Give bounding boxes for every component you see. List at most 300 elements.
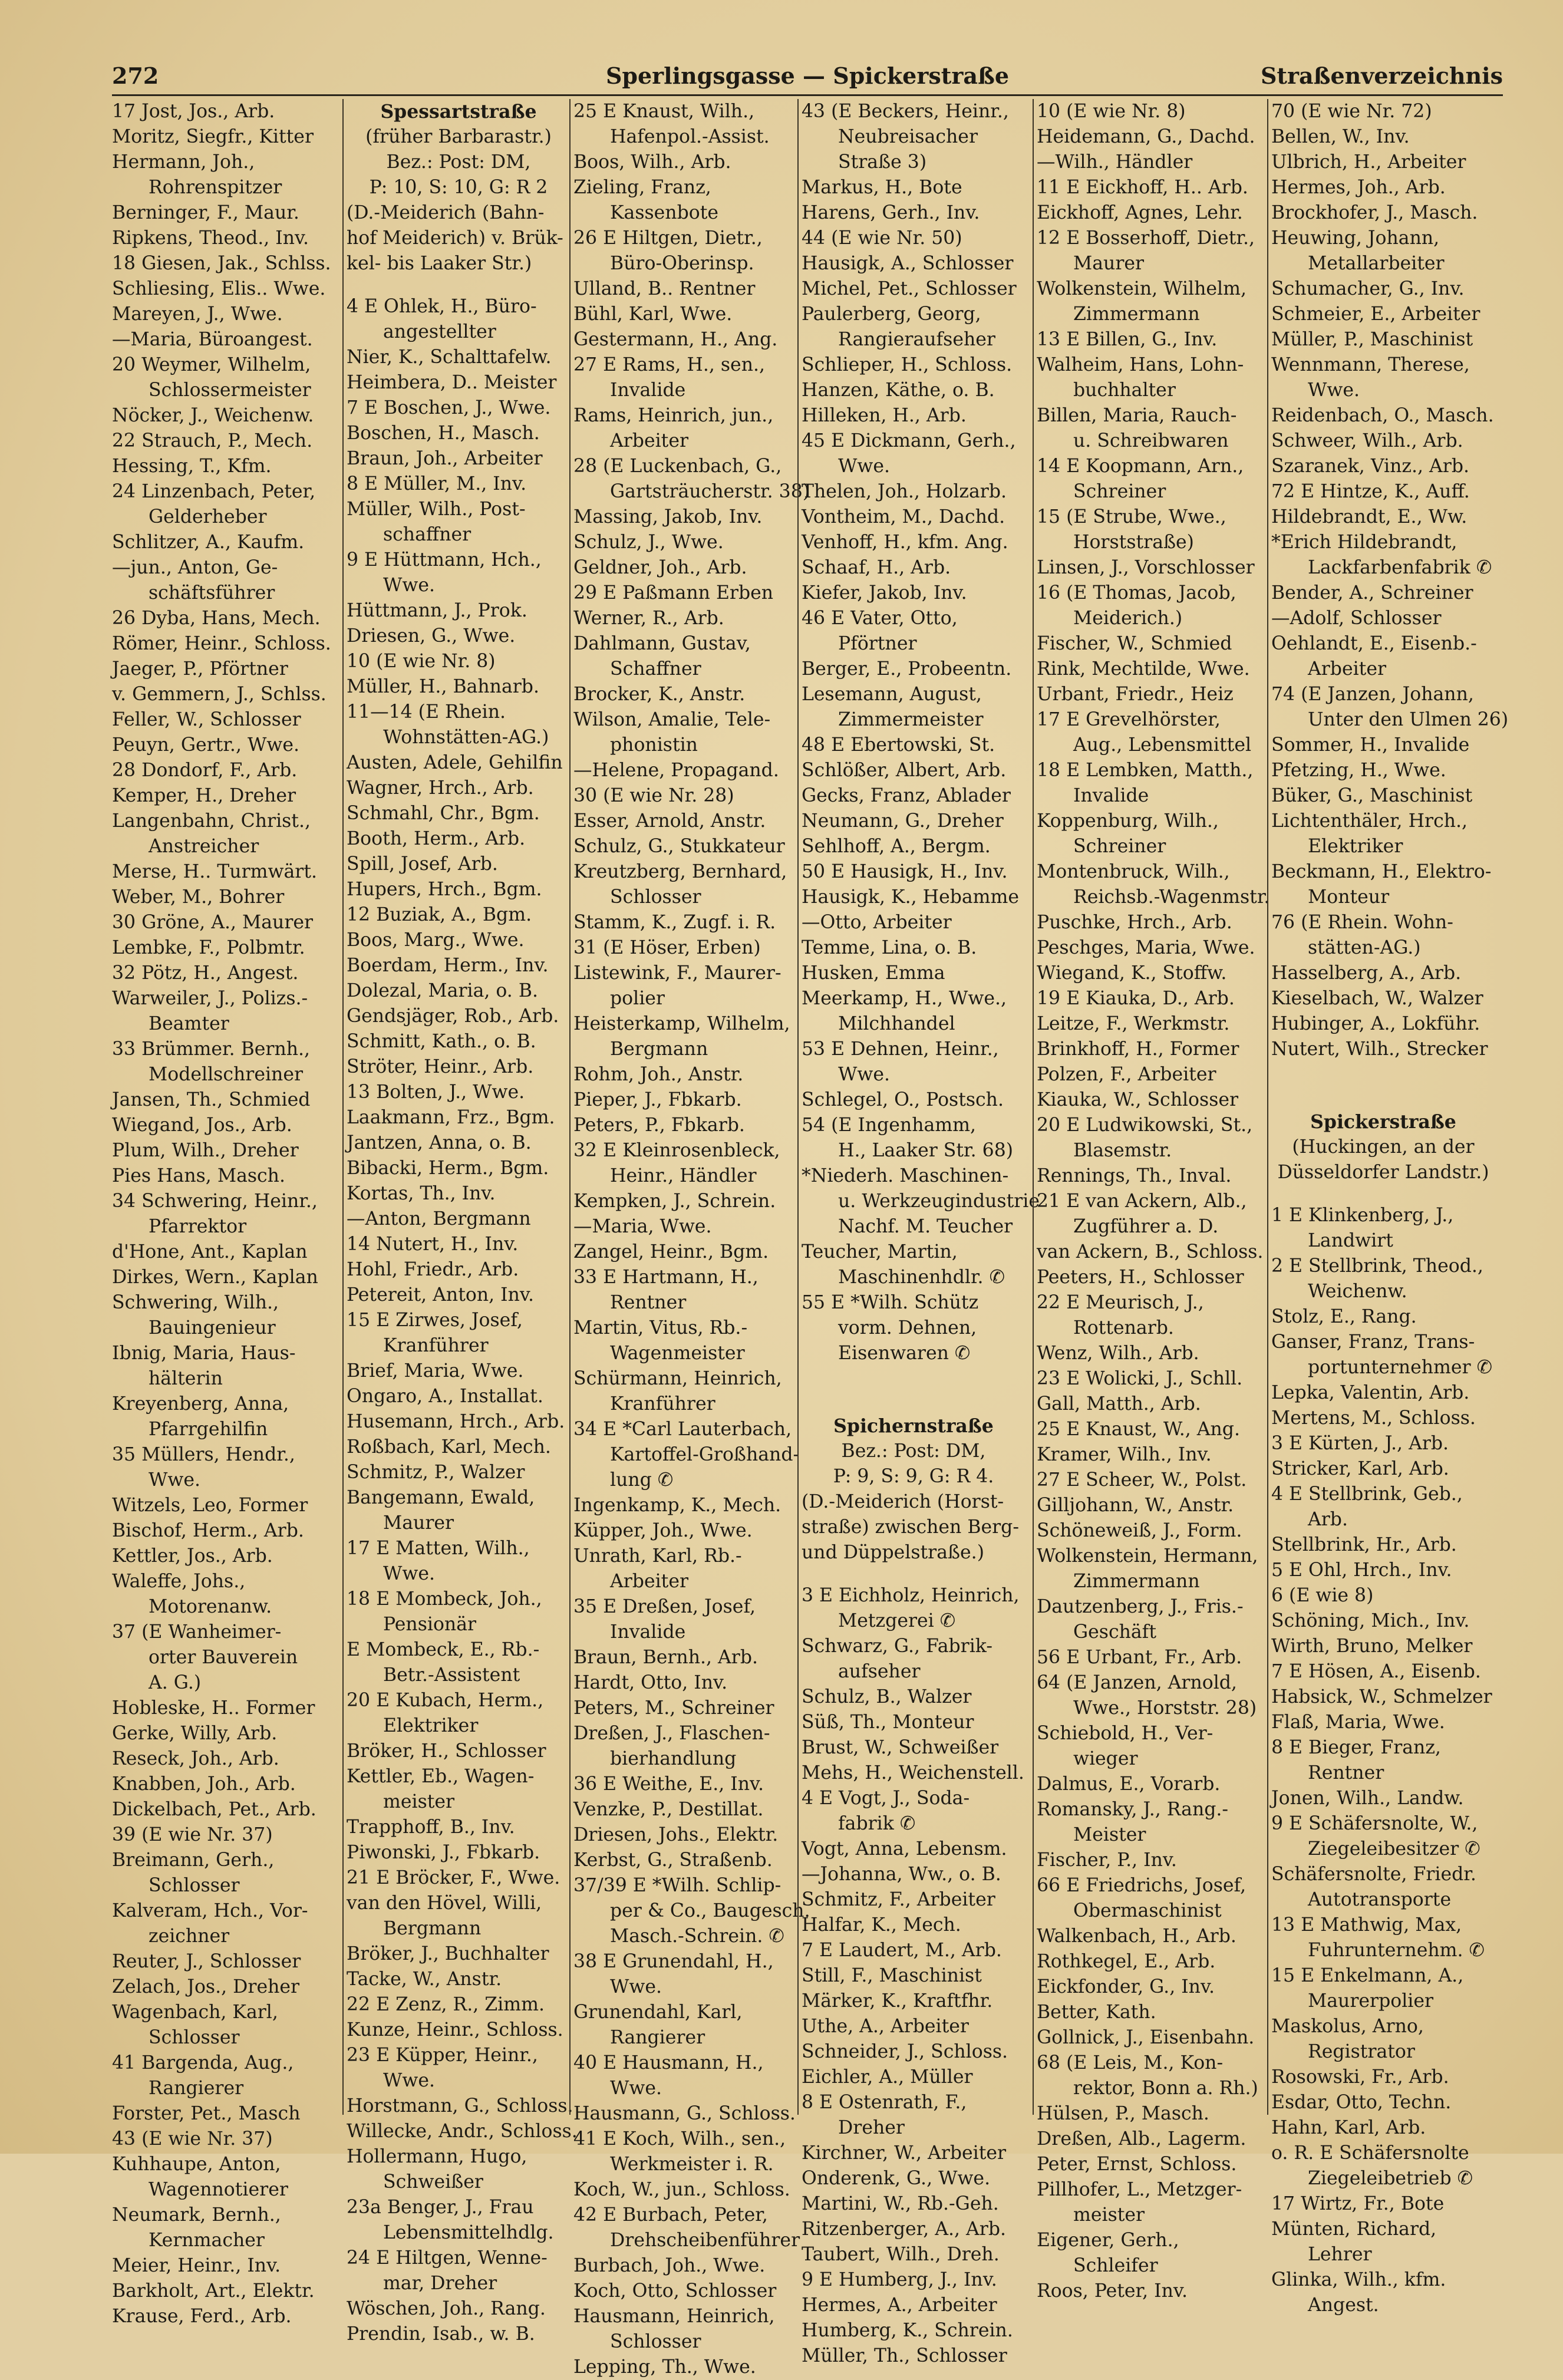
directory-entry: Gall, Matth., Arb. [1037, 1393, 1201, 1415]
directory-entry: Gerke, Willy, Arb. [112, 1723, 278, 1744]
directory-entry: Koch, W., jun., Schloss. [573, 2179, 790, 2200]
directory-entry: 18 Giesen, Jak., Schlss. [112, 253, 331, 274]
entry-continuation: Wwe. [383, 575, 435, 596]
directory-entry: Burbach, Joh., Wwe. [573, 2255, 766, 2276]
directory-entry: Wöschen, Joh., Rang. [347, 2298, 546, 2319]
directory-entry: Vogt, Anna, Lebensm. [802, 1838, 1007, 1860]
directory-entry: Römer, Heinr., Schloss. [112, 633, 331, 654]
directory-entry: 3 E Eichholz, Heinrich, [802, 1585, 1020, 1606]
directory-entry: 30 Gröne, A., Maurer [112, 912, 314, 933]
directory-entry: Schmeier, E., Arbeiter [1271, 304, 1480, 325]
directory-entry: 66 E Friedrichs, Josef, [1037, 1875, 1247, 1896]
directory-entry: Küpper, Joh., Wwe. [573, 1520, 753, 1541]
directory-entry: Hildebrandt, E., Ww. [1271, 506, 1468, 528]
directory-entry: Hermes, A., Arbeiter [802, 2295, 997, 2316]
spacer [347, 276, 571, 294]
directory-entry: Roos, Peter, Inv. [1037, 2280, 1188, 2302]
directory-entry: Hohl, Friedr., Arb. [347, 1259, 519, 1280]
directory-entry: Kreyenberg, Anna, [112, 1393, 289, 1415]
directory-entry: Lesemann, August, [802, 684, 982, 705]
directory-entry: Leitze, F., Werkmstr. [1037, 1013, 1230, 1034]
entry-continuation: Wagenmeister [610, 1343, 745, 1364]
directory-entry: Schwering, Wilh., [112, 1292, 279, 1313]
directory-entry: Eickfonder, G., Inv. [1037, 1976, 1215, 1997]
directory-entry: 50 E Hausigk, H., Inv. [802, 861, 1008, 882]
directory-entry: Mareyen, J., Wwe. [112, 304, 283, 325]
directory-entry: 39 (E wie Nr. 37) [112, 1824, 273, 1845]
directory-entry: Wilson, Amalie, Tele- [573, 709, 771, 730]
spacer [1271, 1185, 1495, 1203]
directory-entry: Stamm, K., Zugf. i. R. [573, 912, 776, 933]
directory-entry: Trapphoff, B., Inv. [347, 1817, 515, 1838]
directory-entry: Zieling, Franz, [573, 177, 711, 198]
directory-entry: Bühl, Karl, Wwe. [573, 304, 733, 325]
directory-entry: Wagenbach, Karl, [112, 2002, 278, 2023]
directory-entry: 64 (E Janzen, Arnold, [1037, 1672, 1237, 1693]
directory-entry: Petereit, Anton, Inv. [347, 1284, 534, 1306]
directory-entry: Wennmann, Therese, [1271, 354, 1470, 375]
entry-continuation: Maurer [1073, 253, 1145, 274]
directory-entry: Gollnick, J., Eisenbahn. [1037, 2027, 1255, 2048]
entry-continuation: Invalide [610, 380, 686, 401]
directory-entry: Boschen, H., Masch. [347, 423, 540, 444]
entry-continuation: Lehrer [1308, 2244, 1372, 2265]
directory-entry: Zelach, Jos., Dreher [112, 1976, 300, 1997]
directory-entry: Schöneweiß, J., Form. [1037, 1520, 1242, 1541]
directory-entry: Sehlhoff, A., Bergm. [802, 836, 991, 857]
directory-entry: Bender, A., Schreiner [1271, 582, 1473, 604]
entry-continuation: polier [610, 988, 665, 1009]
directory-entry: Eickhoff, Agnes, Lehr. [1037, 202, 1243, 223]
directory-entry: Peuyn, Gertr., Wwe. [112, 734, 299, 756]
directory-entry: Heisterkamp, Wilhelm, [573, 1013, 790, 1034]
directory-entry: Schmahl, Chr., Bgm. [347, 803, 540, 824]
directory-entry: Thelen, Joh., Holzarb. [802, 481, 1007, 502]
entry-continuation: Schlosser [610, 886, 701, 908]
entry-continuation: Eisenwaren ✆ [838, 1343, 971, 1364]
directory-entry: Peeters, H., Schlosser [1037, 1267, 1244, 1288]
directory-entry: Horstmann, G., Schloss. [347, 2095, 573, 2117]
directory-entry: —Johanna, Ww., o. B. [802, 1864, 1001, 1885]
directory-entry: 4 E Stellbrink, Geb., [1271, 1484, 1463, 1505]
entry-continuation: Kranführer [610, 1393, 715, 1415]
entry-continuation: Zimmermann [1073, 1571, 1200, 1592]
street-note: (früher Barbarastr.) [365, 126, 552, 147]
directory-entry: 27 E Scheer, W., Polst. [1037, 1469, 1247, 1491]
directory-entry: Ritzenberger, A., Arb. [802, 2219, 1007, 2240]
directory-entry: *Erich Hildebrandt, [1271, 532, 1458, 553]
directory-entry: Schweer, Wilh., Arb. [1271, 430, 1463, 451]
directory-entry: Süß, Th., Monteur [802, 1712, 974, 1733]
directory-entry: Nier, K., Schalttafelw. [347, 347, 552, 368]
entry-continuation: Rentner [610, 1292, 687, 1313]
entry-continuation: Autotransporte [1308, 1889, 1452, 1910]
entry-continuation: Lebensmittelhdlg. [383, 2222, 554, 2243]
directory-entry: Witzels, Leo, Former [112, 1495, 308, 1516]
directory-entry: 12 Buziak, A., Bgm. [347, 904, 532, 925]
directory-entry: 8 E Ostenrath, F., [802, 2092, 967, 2113]
directory-entry: van den Hövel, Willi, [347, 1893, 542, 1914]
directory-entry: Merse, H.. Turmwärt. [112, 861, 317, 882]
directory-entry: Zangel, Heinr., Bgm. [573, 1241, 769, 1262]
directory-entry: Heuwing, Johann, [1271, 228, 1440, 249]
directory-entry: 41 E Koch, Wilh., sen., [573, 2128, 786, 2150]
directory-entry: 33 Brümmer. Bernh., [112, 1039, 311, 1060]
directory-entry: Kettler, Eb., Wagen- [347, 1766, 535, 1787]
column-4 [802, 99, 1040, 2366]
directory-entry: Unrath, Karl, Rb.- [573, 1545, 742, 1567]
directory-entry: Geldner, Joh., Arb. [573, 557, 747, 578]
entry-continuation: Blasemstr. [1073, 1140, 1172, 1161]
entry-continuation: Schaffner [610, 658, 701, 680]
entry-continuation: Nachf. M. Teucher [838, 1216, 1013, 1237]
entry-continuation: Elektriker [1308, 836, 1403, 857]
directory-entry: Venhoff, H., kfm. Ang. [802, 532, 1008, 553]
column-5 [1037, 99, 1270, 2302]
entry-continuation: Elektriker [383, 1715, 479, 1736]
entry-continuation: Aug., Lebensmittel [1073, 734, 1252, 756]
entry-continuation: phonistin [610, 734, 698, 756]
directory-entry: Venzke, P., Destillat. [573, 1799, 764, 1820]
directory-entry: Märker, K., Kraftfhr. [802, 1990, 993, 2012]
directory-entry: —Otto, Arbeiter [802, 912, 952, 933]
entry-continuation: stätten-AG.) [1308, 937, 1421, 958]
directory-entry: Humberg, K., Schrein. [802, 2320, 1013, 2341]
directory-entry: Gecks, Franz, Ablader [802, 785, 1011, 806]
entry-continuation: Kartoffel-Großhand- [610, 1444, 800, 1465]
directory-entry: Berger, E., Probeentn. [802, 658, 1012, 680]
entry-continuation: Meiderich.) [1073, 608, 1183, 629]
directory-entry: 6 (E wie 8) [1271, 1585, 1374, 1606]
directory-entry: Hahn, Karl, Arb. [1271, 2117, 1426, 2138]
entry-continuation: u. Schreibwaren [1073, 430, 1229, 451]
directory-entry: Prendin, Isab., w. B. [347, 2323, 535, 2345]
entry-continuation: Horststraße) [1073, 532, 1194, 553]
entry-continuation: Arbeiter [610, 430, 689, 451]
directory-entry: Meerkamp, H., Wwe., [802, 988, 1007, 1009]
directory-entry: van Ackern, B., Schloss. [1037, 1241, 1264, 1262]
entry-continuation: Schlosser [149, 2027, 240, 2048]
entry-continuation: Ziegeleibetrieb ✆ [1308, 2168, 1473, 2189]
directory-entry: 14 Nutert, H., Inv. [347, 1234, 519, 1255]
entry-continuation: Masch.-Schrein. ✆ [610, 1926, 784, 1947]
directory-entry: straße) zwischen Berg- [802, 1517, 1019, 1538]
entry-continuation: angestellter [383, 321, 496, 342]
directory-entry: 53 E Dehnen, Heinr., [802, 1039, 999, 1060]
spacer [802, 1565, 1025, 1583]
directory-entry: Driesen, Johs., Elektr. [573, 1824, 779, 1845]
entry-continuation: Betr.-Assistent [383, 1664, 520, 1686]
entry-continuation: Wwe. [838, 456, 890, 477]
directory-entry: Mehs, H., Weichenstell. [802, 1762, 1024, 1784]
entry-continuation: fabrik ✆ [838, 1813, 916, 1834]
directory-entry: 15 E Enkelmann, A., [1271, 1965, 1464, 1986]
directory-entry: Esser, Arnold, Anstr. [573, 810, 766, 832]
directory-entry: Rams, Heinrich, jun., [573, 405, 774, 426]
directory-entry: Krause, Ferd., Arb. [112, 2306, 292, 2327]
directory-entry: Boos, Marg., Wwe. [347, 929, 525, 951]
directory-entry: Müller, P., Maschinist [1271, 329, 1473, 350]
entry-continuation: Fuhrunternehm. ✆ [1308, 1940, 1485, 1961]
directory-entry: Pfetzing, H., Wwe. [1271, 760, 1446, 781]
directory-entry: Kramer, Wilh., Inv. [1037, 1444, 1212, 1465]
directory-entry: Dreßen, J., Flaschen- [573, 1723, 770, 1744]
street-note: (Huckingen, an der [1292, 1136, 1475, 1158]
directory-entry: Hausmann, Heinrich, [573, 2306, 775, 2327]
entry-continuation: buchhalter [1073, 380, 1176, 401]
directory-entry: Schlößer, Albert, Arb. [802, 760, 1007, 781]
directory-entry: 54 (E Ingenhamm, [802, 1115, 977, 1136]
directory-entry: 37 (E Wanheimer- [112, 1621, 282, 1643]
directory-entry: —Helene, Propagand. [573, 760, 779, 781]
directory-entry: 18 E Lembken, Matth., [1037, 760, 1254, 781]
directory-entry: Dautzenberg, J., Fris.- [1037, 1596, 1244, 1617]
directory-entry: 21 E Bröcker, F., Wwe. [347, 1867, 560, 1888]
entry-continuation: H., Laaker Str. 68) [838, 1140, 1014, 1161]
directory-entry: Feller, W., Schlosser [112, 709, 301, 730]
directory-entry: 22 Strauch, P., Mech. [112, 430, 313, 451]
entry-continuation: lung ✆ [610, 1469, 674, 1491]
directory-entry: und Düppelstraße.) [802, 1542, 984, 1563]
directory-entry: 20 Weymer, Wilhelm, [112, 354, 311, 375]
directory-entry: Walkenbach, H., Arb. [1037, 1926, 1236, 1947]
directory-entry: Wolkenstein, Hermann, [1037, 1545, 1258, 1567]
page-header [112, 57, 1503, 93]
directory-entry: 15 (E Strube, Wwe., [1037, 506, 1226, 528]
directory-entry: Ongaro, A., Installat. [347, 1386, 543, 1407]
directory-entry: 41 Bargenda, Aug., [112, 2052, 294, 2074]
entry-continuation: Neubreisacher [838, 126, 978, 147]
directory-entry: Ulland, B.. Rentner [573, 278, 756, 299]
directory-entry: Ströter, Heinr., Arb. [347, 1056, 534, 1077]
entry-continuation: Modellschreiner [149, 1064, 304, 1085]
entry-continuation: Geschäft [1073, 1621, 1156, 1643]
directory-entry: Pillhofer, L., Metzger- [1037, 2179, 1242, 2200]
directory-entry: Wenz, Wilh., Arb. [1037, 1343, 1199, 1364]
directory-entry: 10 (E wie Nr. 8) [347, 651, 496, 672]
directory-entry: hof Meiderich) v. Brük- [347, 228, 563, 249]
directory-entry: 28 (E Luckenbach, G., [573, 456, 782, 477]
directory-entry: Schulz, J., Wwe. [573, 532, 724, 553]
directory-entry: Weber, M., Bohrer [112, 886, 285, 908]
directory-entry: Nöcker, J., Weichenw. [112, 405, 314, 426]
directory-entry: 27 E Rams, H., sen., [573, 354, 766, 375]
entry-continuation: Pförtner [838, 633, 917, 654]
directory-entry: Brief, Maria, Wwe. [347, 1360, 524, 1382]
directory-entry: Meier, Heinr., Inv. [112, 2255, 281, 2276]
directory-entry: 8 E Bieger, Franz, [1271, 1737, 1441, 1758]
column-divider [569, 99, 571, 2115]
entry-continuation: Ziegeleibesitzer ✆ [1308, 1838, 1480, 1860]
entry-continuation: Pfarrgehilfin [149, 1419, 268, 1440]
directory-entry: Schlieper, H., Schloss. [802, 354, 1013, 375]
entry-continuation: Motorenanw. [149, 1596, 272, 1617]
directory-entry: 2 E Stellbrink, Theod., [1271, 1255, 1483, 1277]
directory-entry: Wiegand, Jos., Arb. [112, 1115, 292, 1136]
directory-entry: *Niederh. Maschinen- [802, 1165, 1009, 1186]
directory-entry: 70 (E wie Nr. 72) [1271, 101, 1432, 122]
directory-entry: Schäfersnolte, Friedr. [1271, 1864, 1476, 1885]
directory-entry: Vontheim, M., Dachd. [802, 506, 1005, 528]
entry-continuation: Rangieraufseher [838, 329, 995, 350]
column-1 [112, 99, 336, 2327]
entry-continuation: schaffner [383, 524, 471, 545]
directory-entry: Peter, Ernst, Schloss. [1037, 2154, 1237, 2175]
directory-entry: 7 E Boschen, J., Wwe. [347, 397, 551, 418]
directory-entry: 18 E Mombeck, Joh., [347, 1588, 542, 1610]
directory-entry: 10 (E wie Nr. 8) [1037, 101, 1186, 122]
directory-entry: Plum, Wilh., Dreher [112, 1140, 299, 1161]
directory-entry: Hausigk, A., Schlosser [802, 253, 1014, 274]
directory-entry: Kirchner, W., Arbeiter [802, 2142, 1007, 2164]
directory-entry: 24 E Hiltgen, Wenne- [347, 2247, 548, 2269]
entry-continuation: Zimmermann [1073, 304, 1200, 325]
directory-entry: Peters, M., Schreiner [573, 1697, 774, 1719]
directory-entry: Lepka, Valentin, Arb. [1271, 1382, 1470, 1403]
directory-entry: Peters, P., Fbkarb. [573, 1115, 745, 1136]
directory-entry: Szaranek, Vinz., Arb. [1271, 456, 1470, 477]
directory-entry: 15 E Zirwes, Josef, [347, 1310, 523, 1331]
directory-entry: Hobleske, H.. Former [112, 1697, 315, 1719]
directory-entry: E Mombeck, E., Rb.- [347, 1639, 540, 1660]
entry-continuation: Maurerpolier [1308, 1990, 1434, 2012]
directory-entry: Bischof, Herm., Arb. [112, 1520, 304, 1541]
directory-entry: Peschges, Maria, Wwe. [1037, 937, 1255, 958]
entry-continuation: Kranführer [383, 1335, 489, 1356]
page-number: 272 [112, 62, 159, 89]
directory-entry: Dalmus, E., Vorarb. [1037, 1774, 1221, 1795]
entry-continuation: vorm. Dehnen, [838, 1317, 977, 1339]
entry-continuation: Meister [1073, 1824, 1146, 1845]
entry-continuation: Lackfarbenfabrik ✆ [1308, 557, 1492, 578]
directory-entry: 7 E Hösen, A., Eisenb. [1271, 1661, 1481, 1682]
entry-continuation: Rohrenspitzer [149, 177, 282, 198]
directory-entry: 36 E Weithe, E., Inv. [573, 1774, 764, 1795]
directory-entry: Wolkenstein, Wilhelm, [1037, 278, 1247, 299]
directory-entry: Austen, Adele, Gehilfin [347, 752, 563, 773]
directory-entry: Brinkhoff, H., Former [1037, 1039, 1239, 1060]
entry-continuation: mar, Dreher [383, 2273, 497, 2294]
entry-continuation: schäftsführer [149, 582, 275, 604]
directory-entry: 32 Pötz, H., Angest. [112, 962, 299, 984]
directory-entry: 34 E *Carl Lauterbach, [573, 1419, 792, 1440]
entry-continuation: Dreher [838, 2117, 905, 2138]
directory-entry: Rothkegel, E., Arb. [1037, 1951, 1216, 1972]
directory-entry: Kieselbach, W., Walzer [1271, 988, 1483, 1009]
entry-continuation: Straße 3) [838, 151, 927, 173]
directory-entry: Brockhofer, J., Masch. [1271, 202, 1478, 223]
directory-entry: 13 E Billen, G., Inv. [1037, 329, 1218, 350]
directory-entry: Sommer, H., Invalide [1271, 734, 1470, 756]
directory-entry: 20 E Kubach, Herm., [347, 1690, 544, 1711]
entry-continuation: Kassenbote [610, 202, 719, 223]
directory-entry: Müller, H., Bahnarb. [347, 676, 539, 697]
directory-entry: Temme, Lina, o. B. [802, 937, 977, 958]
directory-entry: Brocker, K., Anstr. [573, 684, 746, 705]
directory-entry: Lembke, F., Polbmtr. [112, 937, 305, 958]
directory-entry: Husemann, Hrch., Arb. [347, 1411, 565, 1432]
directory-entry: Flaß, Maria, Wwe. [1271, 1712, 1445, 1733]
directory-entry: Markus, H., Bote [802, 177, 962, 198]
directory-entry: Langenbahn, Christ., [112, 810, 311, 832]
directory-entry: Lepping, Th., Wwe. [573, 2356, 756, 2378]
directory-entry: (D.-Meiderich (Horst- [802, 1491, 1004, 1512]
directory-entry: 30 (E wie Nr. 28) [573, 785, 734, 806]
directory-entry: 56 E Urbant, Fr., Arb. [1037, 1647, 1242, 1668]
directory-entry: Boerdam, Herm., Inv. [347, 955, 549, 976]
street-note: Bez.: Post: DM, [386, 151, 531, 173]
directory-entry: Schaaf, H., Arb. [802, 557, 951, 578]
directory-entry: 28 Dondorf, F., Arb. [112, 760, 298, 781]
directory-entry: Linsen, J., Vorschlosser [1037, 557, 1255, 578]
entry-continuation: Milchhandel [838, 1013, 955, 1034]
directory-entry: 45 E Dickmann, Gerh., [802, 430, 1016, 451]
spacer [1271, 1062, 1495, 1109]
directory-entry: kel- bis Laaker Str.) [347, 253, 532, 274]
directory-entry: Bangemann, Ewald, [347, 1487, 535, 1508]
entry-continuation: Wwe. [610, 2078, 662, 2099]
directory-entry: Hülsen, P., Masch. [1037, 2103, 1209, 2124]
directory-entry: Dickelbach, Pet., Arb. [112, 1799, 316, 1820]
directory-entry: Schlitzer, A., Kaufm. [112, 532, 305, 553]
directory-entry: 4 E Ohlek, H., Büro- [347, 296, 537, 317]
entry-continuation: Metallarbeiter [1308, 253, 1445, 274]
directory-entry: 16 (E Thomas, Jacob, [1037, 582, 1236, 604]
directory-entry: Paulerberg, Georg, [802, 304, 981, 325]
directory-entry: Walheim, Hans, Lohn- [1037, 354, 1244, 375]
column-divider [1033, 99, 1034, 2115]
directory-entry: Kiefer, Jakob, Inv. [802, 582, 967, 604]
entry-continuation: Schlossermeister [149, 380, 311, 401]
column-divider [342, 99, 344, 2115]
directory-entry: Werner, R., Arb. [573, 608, 724, 629]
directory-entry: 19 E Kiauka, D., Arb. [1037, 988, 1235, 1009]
directory-entry: Schulz, G., Stukkateur [573, 836, 785, 857]
entry-continuation: Arb. [1308, 1509, 1348, 1530]
directory-entry: Martin, Vitus, Rb.- [573, 1317, 748, 1339]
entry-continuation: Metzgerei ✆ [838, 1610, 956, 1631]
directory-entry: —Maria, Büroangest. [112, 329, 313, 350]
directory-entry: Schmitz, F., Arbeiter [802, 1889, 995, 1910]
directory-entry: Koch, Otto, Schlosser [573, 2280, 777, 2302]
directory-entry: 17 Wirtz, Fr., Bote [1271, 2193, 1445, 2214]
directory-entry: Stricker, Karl, Arb. [1271, 1458, 1449, 1479]
directory-entry: Still, F., Maschinist [802, 1965, 982, 1986]
directory-entry: Brust, W., Schweißer [802, 1737, 999, 1758]
directory-entry: Schiebold, H., Ver- [1037, 1723, 1214, 1744]
header-rule [112, 94, 1503, 96]
directory-entry: Hupers, Hrch., Bgm. [347, 879, 542, 900]
directory-entry: Büker, G., Maschinist [1271, 785, 1473, 806]
column-divider [1267, 99, 1268, 2115]
directory-entry: Schöning, Mich., Inv. [1271, 1610, 1470, 1631]
directory-entry: 26 E Hiltgen, Dietr., [573, 228, 763, 249]
entry-continuation: orter Bauverein [149, 1647, 298, 1668]
directory-entry: 31 (E Höser, Erben) [573, 937, 761, 958]
directory-entry: Wagner, Hrch., Arb. [347, 777, 534, 799]
directory-entry: Polzen, F., Arbeiter [1037, 1064, 1216, 1085]
directory-entry: Müller, Th., Schlosser [802, 2345, 1007, 2366]
entry-continuation: rektor, Bonn a. Rh.) [1073, 2078, 1258, 2099]
directory-entry: Beckmann, H., Elektro- [1271, 861, 1492, 882]
directory-entry: Hilleken, H., Arb. [802, 405, 967, 426]
directory-entry: Piwonski, J., Fbkarb. [347, 1842, 540, 1863]
directory-entry: —Maria, Wwe. [573, 1216, 712, 1237]
directory-entry: Kemper, H., Dreher [112, 785, 296, 806]
directory-entry: Urbant, Friedr., Heiz [1037, 684, 1234, 705]
column-2 [347, 99, 578, 2345]
entry-continuation: Schlosser [149, 1875, 240, 1896]
